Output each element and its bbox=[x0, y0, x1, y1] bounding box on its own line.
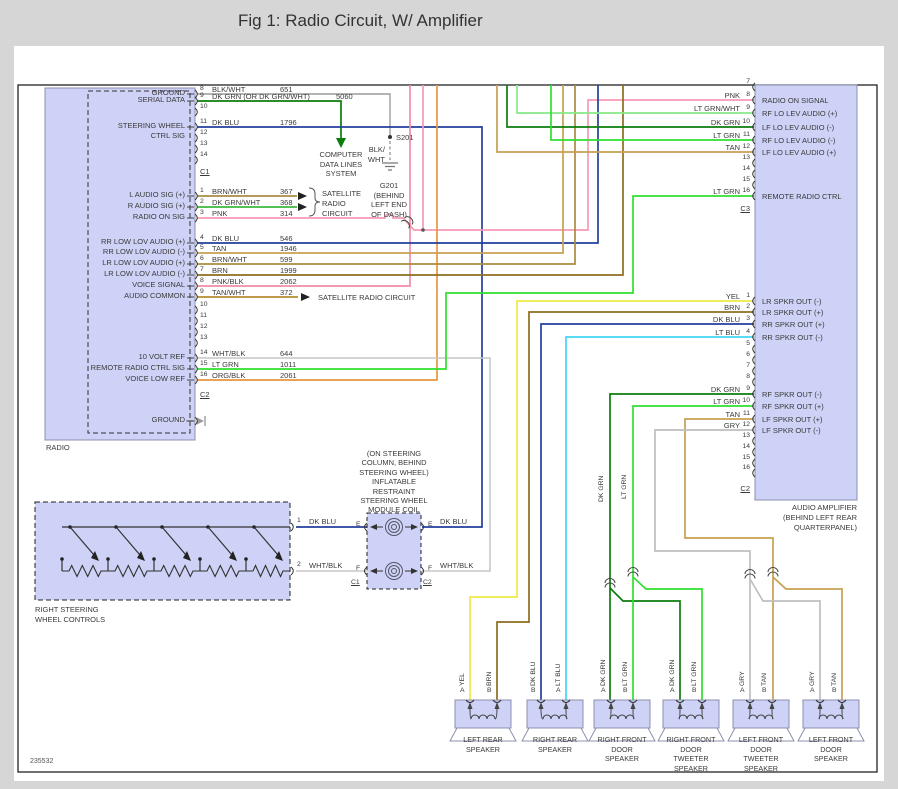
wire-color-label: DK BLU bbox=[712, 314, 740, 324]
radio-signal-label: VOICE LOW REF bbox=[125, 374, 185, 383]
speaker-terminal-letter: A bbox=[460, 687, 465, 694]
splice-id: S201 bbox=[396, 133, 414, 142]
pin-number: 12 bbox=[742, 420, 750, 428]
pin-number: 9 bbox=[200, 91, 204, 99]
pin-number: 7 bbox=[746, 77, 750, 85]
speaker-wire-color-label: GRY bbox=[739, 671, 746, 686]
wire-color-label: PNK bbox=[724, 90, 740, 100]
radio-signal-label: 10 VOLT REF bbox=[138, 352, 185, 361]
circuit-number: 367 bbox=[280, 186, 293, 196]
radio-signal-label: L AUDIO SIG (+) bbox=[129, 190, 185, 199]
wire-color-label: DK GRN bbox=[598, 475, 605, 502]
radio-signal-label: AUDIO COMMON bbox=[124, 291, 185, 300]
ground-id-note: G201 (BEHIND LEFT END OF DASH) bbox=[370, 181, 408, 219]
speaker-terminal-letter: A bbox=[556, 687, 561, 694]
speaker-cone bbox=[658, 728, 724, 741]
wire-color-label: LT GRN bbox=[212, 359, 239, 369]
amp-signal-label: RF SPKR OUT (-) bbox=[762, 390, 822, 399]
pin-number: 3 bbox=[200, 208, 204, 216]
wire-color-label: DK BLU bbox=[309, 517, 337, 526]
circuit-number: 651 bbox=[280, 84, 293, 94]
radio-box-label: RADIO bbox=[46, 443, 70, 452]
radio-signal-label: GROUND bbox=[151, 88, 185, 97]
pin-number: 14 bbox=[742, 442, 750, 450]
circuit-number: 2062 bbox=[280, 276, 297, 286]
amp-signal-label: RR SPKR OUT (+) bbox=[762, 320, 825, 329]
wire-color-label: LT GRN bbox=[713, 396, 740, 406]
pin-number: 4 bbox=[200, 233, 204, 241]
pin-number: 14 bbox=[200, 150, 208, 158]
speaker-wire-color-label: BRN bbox=[486, 671, 493, 686]
speaker-name: RIGHT FRONT DOOR TWEETER SPEAKER bbox=[666, 735, 716, 773]
speaker-box bbox=[663, 700, 719, 728]
amp-signal-label: LR SPKR OUT (-) bbox=[762, 297, 822, 306]
wire-color-label: DK BLU bbox=[212, 233, 240, 243]
figure-code: 235532 bbox=[30, 758, 54, 765]
connector-id: C2 bbox=[740, 484, 750, 493]
satellite-radio-note: SATELLITE RADIO CIRCUIT bbox=[318, 293, 416, 302]
circuit-number: 2061 bbox=[280, 370, 297, 380]
pin-number: 9 bbox=[746, 384, 750, 392]
radio-signal-label: RR LOW LOV AUDIO (+) bbox=[101, 237, 185, 246]
circuit-number: 1011 bbox=[280, 359, 297, 369]
pin-number: 9 bbox=[746, 103, 750, 111]
pin-number: 13 bbox=[742, 431, 750, 439]
pin-number: 8 bbox=[746, 372, 750, 380]
wire-color-label: TAN bbox=[212, 243, 227, 253]
speaker-cone bbox=[798, 728, 864, 741]
circuit-number: 372 bbox=[280, 287, 293, 297]
circuit-number: 546 bbox=[280, 233, 293, 243]
circuit-number: 5060 bbox=[336, 91, 353, 101]
radio-signal-label: R AUDIO SIG (+) bbox=[127, 201, 185, 210]
radio-signal-label: REMOTE RADIO CTRL SIG bbox=[90, 363, 185, 372]
wire-color-label: GRY bbox=[723, 420, 740, 430]
connector-id: C3 bbox=[740, 204, 750, 213]
pin-number: 10 bbox=[200, 300, 208, 308]
wire-color-label: WHT/BLK bbox=[212, 348, 246, 358]
pin-number: 1 bbox=[297, 517, 301, 524]
pin-number: 12 bbox=[200, 322, 208, 330]
speaker-terminal-letter: B bbox=[832, 687, 837, 694]
amp-signal-label: RR SPKR OUT (-) bbox=[762, 333, 823, 342]
wire-color-label: ORG/BLK bbox=[212, 370, 246, 380]
speaker-cone bbox=[450, 728, 516, 741]
speaker-cone bbox=[589, 728, 655, 741]
radio-signal-label: STEERING WHEEL CTRL SIG bbox=[117, 121, 185, 140]
speaker-name: RIGHT REAR SPEAKER bbox=[532, 735, 578, 754]
circuit-number: 599 bbox=[280, 254, 293, 264]
connector-id: C1 bbox=[351, 579, 360, 586]
radio-box bbox=[45, 88, 195, 440]
wire-color-label: LT GRN bbox=[713, 130, 740, 140]
pin-number: 7 bbox=[200, 265, 204, 273]
speaker-cone bbox=[522, 728, 588, 741]
figure-title: Fig 1: Radio Circuit, W/ Amplifier bbox=[238, 11, 483, 30]
pin-number: 2 bbox=[746, 302, 750, 310]
wire-color-label: LT GRN bbox=[621, 474, 628, 499]
computer-data-lines-note: COMPUTER DATA LINES SYSTEM bbox=[319, 150, 363, 178]
radio-signal-label: GROUND bbox=[151, 415, 185, 424]
satellite-radio-note: SATELLITE RADIO CIRCUIT bbox=[322, 189, 362, 218]
amp-signal-label: LF SPKR OUT (+) bbox=[762, 415, 823, 424]
amplifier-box bbox=[755, 85, 857, 500]
speaker-wire-color-label: GRY bbox=[809, 671, 816, 686]
contact-dot bbox=[152, 557, 156, 561]
terminal-letter: E bbox=[428, 521, 433, 528]
speaker-terminal-letter: B bbox=[623, 687, 628, 694]
pin-number: 16 bbox=[742, 186, 750, 194]
speaker-wire-color-label: DK GRN bbox=[600, 659, 607, 686]
speaker-wire-color-label: YEL bbox=[459, 673, 466, 686]
pin-number: 2 bbox=[200, 197, 204, 205]
wire-color-label: LT GRN/WHT bbox=[694, 103, 740, 113]
pin-number: 2 bbox=[297, 561, 301, 568]
pin-number: 10 bbox=[200, 102, 208, 110]
pin-number: 13 bbox=[742, 153, 750, 161]
controls-box-label: RIGHT STEERING WHEEL CONTROLS bbox=[35, 605, 106, 624]
speaker-name: LEFT REAR SPEAKER bbox=[463, 735, 503, 754]
connector-id: C1 bbox=[200, 167, 210, 176]
speaker-box bbox=[594, 700, 650, 728]
speaker-box bbox=[455, 700, 511, 728]
amp-signal-label: RADIO ON SIGNAL bbox=[762, 96, 829, 105]
contact-dot bbox=[244, 557, 248, 561]
wire-color-label: DK BLU bbox=[212, 117, 240, 127]
speaker-terminal-letter: B bbox=[487, 687, 492, 694]
radio-signal-label: RR LOW LOV AUDIO (-) bbox=[102, 247, 185, 256]
speaker-terminal-letter: B bbox=[692, 687, 697, 694]
coil-description: (ON STEERING COLUMN, BEHIND STEERING WHEEL) INFLATABLE RESTRAINT STEERING WHEEL MODULE COIL bbox=[359, 449, 429, 515]
pin-number: 8 bbox=[200, 84, 204, 92]
speaker-terminal-letter: A bbox=[601, 687, 606, 694]
amp-signal-label: LF LO LEV AUDIO (+) bbox=[762, 148, 836, 157]
radio-signal-label: LR LOW LOV AUDIO (+) bbox=[102, 258, 185, 267]
contact-dot bbox=[60, 557, 64, 561]
wire-color-label: DK GRN bbox=[710, 384, 740, 394]
pin-number: 10 bbox=[742, 117, 750, 125]
pin-number: 3 bbox=[746, 314, 750, 322]
pin-number: 15 bbox=[200, 359, 208, 367]
pin-number: 11 bbox=[200, 117, 208, 125]
contact-dot bbox=[198, 557, 202, 561]
pin-number: 7 bbox=[746, 361, 750, 369]
terminal-letter: F bbox=[356, 565, 361, 572]
circuit-number: 644 bbox=[280, 348, 293, 358]
pin-number: 13 bbox=[200, 333, 208, 341]
speaker-box bbox=[803, 700, 859, 728]
pin-number: 16 bbox=[200, 370, 208, 378]
pin-number: 6 bbox=[200, 254, 204, 262]
circuit-number: 1796 bbox=[280, 117, 297, 127]
amp-signal-label: LR SPKR OUT (+) bbox=[762, 308, 824, 317]
radio-signal-label: LR LOW LOV AUDIO (-) bbox=[104, 269, 185, 278]
wire-color-label: DK BLU bbox=[440, 517, 468, 526]
circuit-number: 1946 bbox=[280, 243, 297, 253]
pin-number: 6 bbox=[746, 350, 750, 358]
wire-color-label: LT GRN bbox=[713, 186, 740, 196]
amp-signal-label: LF SPKR OUT (-) bbox=[762, 426, 821, 435]
wire-color-label: PNK/BLK bbox=[212, 276, 244, 286]
pin-number: 8 bbox=[746, 90, 750, 98]
pin-number: 5 bbox=[746, 339, 750, 347]
pin-number: 12 bbox=[742, 142, 750, 150]
pin-number: 14 bbox=[200, 348, 208, 356]
steering-controls-box bbox=[35, 502, 290, 600]
speaker-terminal-letter: A bbox=[670, 687, 675, 694]
wire-color-label: DK GRN (OR DK GRN/WHT) bbox=[212, 91, 310, 101]
wire-color-label: BLK/ WHT bbox=[367, 145, 385, 164]
wire-color-label: BRN/WHT bbox=[212, 186, 247, 196]
radio-signal-label: RADIO ON SIG bbox=[132, 212, 185, 221]
pin-number: 15 bbox=[742, 175, 750, 183]
wire-color-label: LT BLU bbox=[715, 327, 740, 337]
wire-color-label: BRN/WHT bbox=[212, 254, 247, 264]
pin-number: 9 bbox=[200, 287, 204, 295]
wire-color-label: TAN bbox=[725, 142, 740, 152]
circuit-number: 368 bbox=[280, 197, 293, 207]
pin-number: 11 bbox=[742, 409, 750, 417]
pin-number: 1 bbox=[746, 291, 750, 299]
speaker-wire-color-label: TAN bbox=[831, 672, 838, 686]
amp-signal-label: LF LO LEV AUDIO (-) bbox=[762, 123, 835, 132]
pin-number: 16 bbox=[742, 463, 750, 471]
terminal-letter: F bbox=[428, 565, 433, 572]
circuit-number: 314 bbox=[280, 208, 293, 218]
speaker-wire-color-label: LT GRN bbox=[622, 661, 629, 686]
speaker-name: RIGHT FRONT DOOR SPEAKER bbox=[597, 735, 647, 763]
pin-number: 14 bbox=[742, 164, 750, 172]
speaker-name: LEFT FRONT DOOR TWEETER SPEAKER bbox=[738, 735, 784, 773]
wire-color-label: BRN bbox=[212, 265, 228, 275]
speaker-terminal-letter: A bbox=[740, 687, 745, 694]
contact-dot bbox=[106, 557, 110, 561]
pin-number: 1 bbox=[200, 186, 204, 194]
wire-color-label: PNK bbox=[212, 208, 228, 218]
radio-signal-label: SERIAL DATA bbox=[137, 95, 185, 104]
speaker-box bbox=[527, 700, 583, 728]
pin-number: 11 bbox=[200, 311, 208, 319]
pin-number: 13 bbox=[200, 139, 208, 147]
wire-color-label: TAN/WHT bbox=[212, 287, 246, 297]
amp-signal-label: REMOTE RADIO CTRL bbox=[762, 192, 842, 201]
splice-s201-dot bbox=[388, 135, 392, 139]
wire-color-label: WHT/BLK bbox=[309, 561, 343, 570]
connector-id: C2 bbox=[423, 579, 432, 586]
speaker-wire-color-label: DK BLU bbox=[530, 661, 537, 686]
pin-number: 10 bbox=[742, 396, 750, 404]
pin-number: 12 bbox=[200, 128, 208, 136]
speaker-terminal-letter: B bbox=[531, 687, 536, 694]
speaker-name: LEFT FRONT DOOR SPEAKER bbox=[808, 735, 854, 763]
wire-color-label: DK GRN bbox=[710, 117, 740, 127]
pin-number: 8 bbox=[200, 276, 204, 284]
speaker-wire-color-label: LT GRN bbox=[691, 661, 698, 686]
wire-color-label: TAN bbox=[725, 409, 740, 419]
wire-color-label: WHT/BLK bbox=[440, 561, 474, 570]
pin-number: 11 bbox=[742, 130, 750, 138]
pin-number: 4 bbox=[746, 327, 750, 335]
speaker-box bbox=[733, 700, 789, 728]
pin-number: 15 bbox=[742, 453, 750, 461]
circuit-number: 1999 bbox=[280, 265, 297, 275]
speaker-cone bbox=[728, 728, 794, 741]
connector-id: C2 bbox=[200, 390, 210, 399]
junction-dot bbox=[421, 228, 425, 232]
amp-signal-label: RF LO LEV AUDIO (+) bbox=[762, 109, 838, 118]
pin-number: 5 bbox=[200, 243, 204, 251]
radio-signal-label: VOICE SIGNAL bbox=[132, 280, 185, 289]
amp-signal-label: RF LO LEV AUDIO (-) bbox=[762, 136, 836, 145]
amplifier-box-label: AUDIO AMPLIFIER (BEHIND LEFT REAR QUARTERPANEL) bbox=[782, 503, 857, 532]
speaker-terminal-letter: B bbox=[762, 687, 767, 694]
wire-color-label: YEL bbox=[725, 291, 740, 301]
wire-color-label: BRN bbox=[724, 302, 740, 312]
speaker-wire-color-label: LT BLU bbox=[555, 663, 562, 686]
amp-signal-label: RF SPKR OUT (+) bbox=[762, 402, 824, 411]
speaker-wire-color-label: TAN bbox=[761, 672, 768, 686]
terminal-letter: E bbox=[356, 521, 361, 528]
speaker-wire-color-label: DK GRN bbox=[669, 659, 676, 686]
wire-color-label: BLK/WHT bbox=[212, 84, 246, 94]
speaker-terminal-letter: A bbox=[810, 687, 815, 694]
wire-color-label: DK GRN/WHT bbox=[212, 197, 261, 207]
